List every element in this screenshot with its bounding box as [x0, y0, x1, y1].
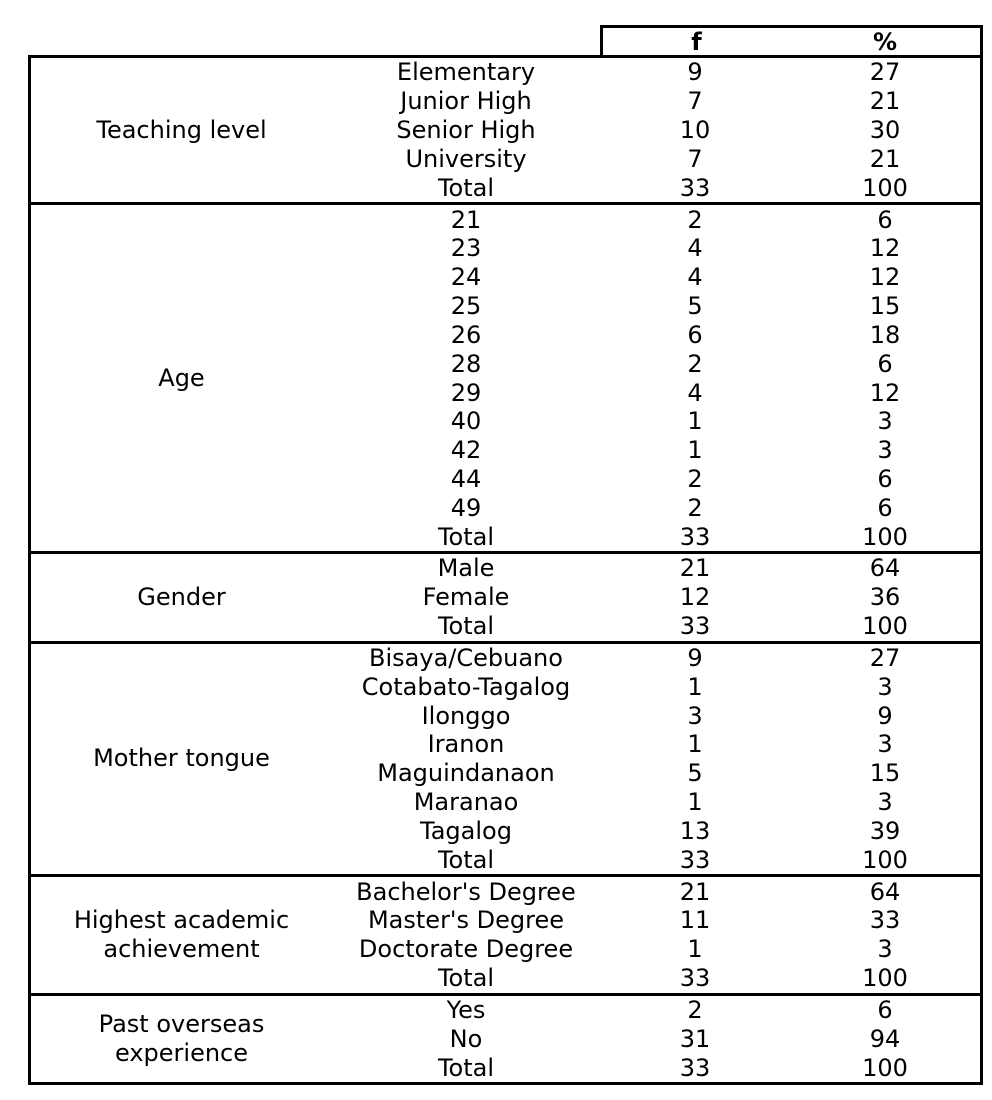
category-label: Highest academic achievement [73, 906, 290, 963]
table-row [332, 522, 980, 551]
section-rows [332, 58, 980, 202]
table-row [332, 759, 980, 788]
category-label: Age [158, 363, 205, 392]
row-label: No [449, 1024, 483, 1053]
row-label: 26 [450, 320, 482, 349]
row-label: Master's Degree [367, 906, 565, 935]
category-label: Past overseas experience [98, 1009, 265, 1067]
percent-value: 6 [877, 465, 893, 493]
percent-value: 64 [869, 554, 901, 583]
table-row [332, 436, 980, 465]
category-cell [31, 644, 332, 875]
section-rows [332, 996, 980, 1082]
section-rows [332, 644, 980, 875]
table-row [332, 144, 980, 173]
frequency-value: 1 [687, 407, 703, 436]
frequency-value: 33 [679, 845, 711, 874]
percent-value: 3 [877, 436, 893, 465]
category-label: Gender [137, 582, 226, 611]
frequency-value: 2 [687, 465, 703, 493]
section-rows [332, 877, 980, 992]
frequency-value: 5 [687, 292, 703, 321]
column-header-frequency: f [691, 27, 702, 56]
percent-value: 3 [877, 730, 893, 759]
row-label: Ilonggo [421, 701, 511, 730]
table-row [332, 996, 980, 1025]
percent-value: 15 [869, 292, 901, 321]
row-label: Cotabato-Tagalog [361, 672, 571, 701]
frequency-value: 12 [679, 583, 711, 612]
percent-value: 27 [869, 643, 901, 672]
frequency-value: 33 [679, 173, 711, 202]
table-row [332, 493, 980, 522]
category-label: Mother tongue [93, 744, 270, 773]
table-row [332, 845, 980, 874]
table-row [332, 465, 980, 494]
percent-value: 100 [862, 845, 908, 874]
frequency-value: 7 [687, 144, 703, 173]
frequency-value: 21 [679, 877, 711, 906]
percent-value: 27 [869, 58, 901, 87]
table-row [332, 173, 980, 202]
percent-value: 6 [877, 995, 893, 1024]
table-row [332, 87, 980, 116]
frequency-value: 2 [687, 493, 703, 522]
frequency-value: 33 [679, 964, 711, 993]
table-row [332, 877, 980, 906]
table-row [332, 205, 980, 234]
percent-value: 15 [869, 759, 901, 788]
section-age [31, 202, 980, 551]
category-cell [31, 554, 332, 640]
row-label: 49 [450, 493, 482, 522]
percent-value: 12 [869, 263, 901, 292]
percent-value: 3 [877, 407, 893, 436]
table-row [332, 349, 980, 378]
table-row [332, 672, 980, 701]
frequency-value: 21 [679, 554, 711, 583]
row-label: Elementary [396, 58, 536, 87]
row-label: Maranao [413, 788, 519, 817]
row-label: 42 [450, 436, 482, 465]
table-row [332, 644, 980, 673]
percent-value: 100 [862, 612, 908, 641]
row-label: 21 [450, 205, 482, 234]
table-row [332, 234, 980, 263]
frequency-value: 9 [687, 58, 703, 87]
percent-value: 94 [869, 1024, 901, 1053]
percent-value: 12 [869, 378, 901, 407]
category-cell [31, 205, 332, 551]
category-cell [31, 58, 332, 202]
frequency-value: 10 [679, 116, 711, 145]
section-highest-academic-achievement [31, 874, 980, 992]
table-row [332, 116, 980, 145]
demographics-table [28, 55, 983, 1085]
row-label: Total [437, 845, 495, 874]
percent-value: 3 [877, 672, 893, 701]
frequency-value: 4 [687, 378, 703, 407]
frequency-value: 3 [687, 701, 703, 730]
percent-value: 6 [877, 349, 893, 378]
percent-value: 3 [877, 788, 893, 817]
frequency-value: 2 [687, 205, 703, 234]
table-row [332, 701, 980, 730]
percent-value: 100 [862, 964, 908, 993]
frequency-value: 13 [679, 816, 711, 845]
row-label: 28 [450, 349, 482, 378]
table-row [332, 58, 980, 87]
table-row [332, 935, 980, 964]
category-cell [31, 877, 332, 992]
section-rows [332, 554, 980, 640]
frequency-value: 2 [687, 349, 703, 378]
table-row [332, 263, 980, 292]
row-label: Yes [446, 995, 486, 1024]
percent-value: 6 [877, 493, 893, 522]
row-label: Junior High [400, 87, 532, 116]
table-row [332, 320, 980, 349]
percent-value: 36 [869, 583, 901, 612]
frequency-value: 33 [679, 522, 711, 551]
row-label: Male [437, 554, 495, 583]
table-row [332, 583, 980, 612]
table-row [332, 964, 980, 993]
section-teaching-level [31, 58, 980, 202]
frequency-value: 9 [687, 643, 703, 672]
frequency-value: 7 [687, 87, 703, 116]
section-mother-tongue [31, 641, 980, 875]
row-label: Total [437, 964, 495, 993]
row-label: 44 [450, 465, 482, 493]
percent-value: 30 [869, 116, 901, 145]
table-header-row [600, 25, 983, 55]
row-label: Bachelor's Degree [356, 877, 576, 906]
row-label: Tagalog [420, 816, 512, 845]
section-gender [31, 551, 980, 640]
row-label: Doctorate Degree [358, 935, 574, 964]
percent-value: 100 [862, 1053, 908, 1082]
table-row [332, 612, 980, 641]
row-label: Total [437, 612, 495, 641]
frequency-value: 1 [687, 436, 703, 465]
row-label: University [405, 144, 527, 173]
category-label: Teaching level [96, 115, 267, 144]
frequency-value: 5 [687, 759, 703, 788]
percent-value: 33 [869, 906, 901, 935]
row-label: 24 [450, 263, 482, 292]
frequency-value: 6 [687, 320, 703, 349]
row-label: 25 [450, 292, 482, 321]
table-row [332, 1024, 980, 1053]
percent-value: 12 [869, 234, 901, 263]
table-row [332, 817, 980, 846]
table-row [332, 292, 980, 321]
percent-value: 100 [862, 522, 908, 551]
row-label: 23 [450, 234, 482, 263]
row-label: Iranon [427, 730, 505, 759]
frequency-value: 2 [687, 995, 703, 1024]
row-label: 29 [450, 378, 482, 407]
frequency-value: 31 [679, 1024, 711, 1053]
table-row [332, 554, 980, 583]
section-rows [332, 205, 980, 551]
percent-value: 21 [869, 87, 901, 116]
percent-value: 64 [869, 877, 901, 906]
table-row [332, 407, 980, 436]
row-label: 40 [450, 407, 482, 436]
row-label: Total [437, 1053, 495, 1082]
table-row [332, 730, 980, 759]
table-row [332, 378, 980, 407]
row-label: Total [437, 522, 495, 551]
frequency-value: 1 [687, 935, 703, 964]
frequency-value: 33 [679, 1053, 711, 1082]
frequency-value: 4 [687, 263, 703, 292]
frequency-value: 11 [679, 906, 711, 935]
row-label: Total [437, 173, 495, 202]
percent-value: 3 [877, 935, 893, 964]
table-row [332, 788, 980, 817]
row-label: Bisaya/Cebuano [369, 643, 563, 672]
row-label: Senior High [396, 116, 536, 145]
section-past-overseas-experience [31, 993, 980, 1082]
frequency-value: 1 [687, 730, 703, 759]
percent-value: 18 [869, 320, 901, 349]
percent-value: 9 [877, 701, 893, 730]
frequency-value: 1 [687, 672, 703, 701]
row-label: Maguindanaon [377, 759, 555, 788]
category-cell [31, 996, 332, 1082]
frequency-value: 33 [679, 612, 711, 641]
row-label: Female [422, 583, 510, 612]
percent-value: 21 [869, 144, 901, 173]
table-row [332, 906, 980, 935]
percent-value: 6 [877, 205, 893, 234]
percent-value: 100 [862, 173, 908, 202]
percent-value: 39 [869, 816, 901, 845]
table-row [332, 1053, 980, 1082]
frequency-value: 1 [687, 788, 703, 817]
frequency-value: 4 [687, 234, 703, 263]
column-header-percent: % [872, 27, 898, 56]
